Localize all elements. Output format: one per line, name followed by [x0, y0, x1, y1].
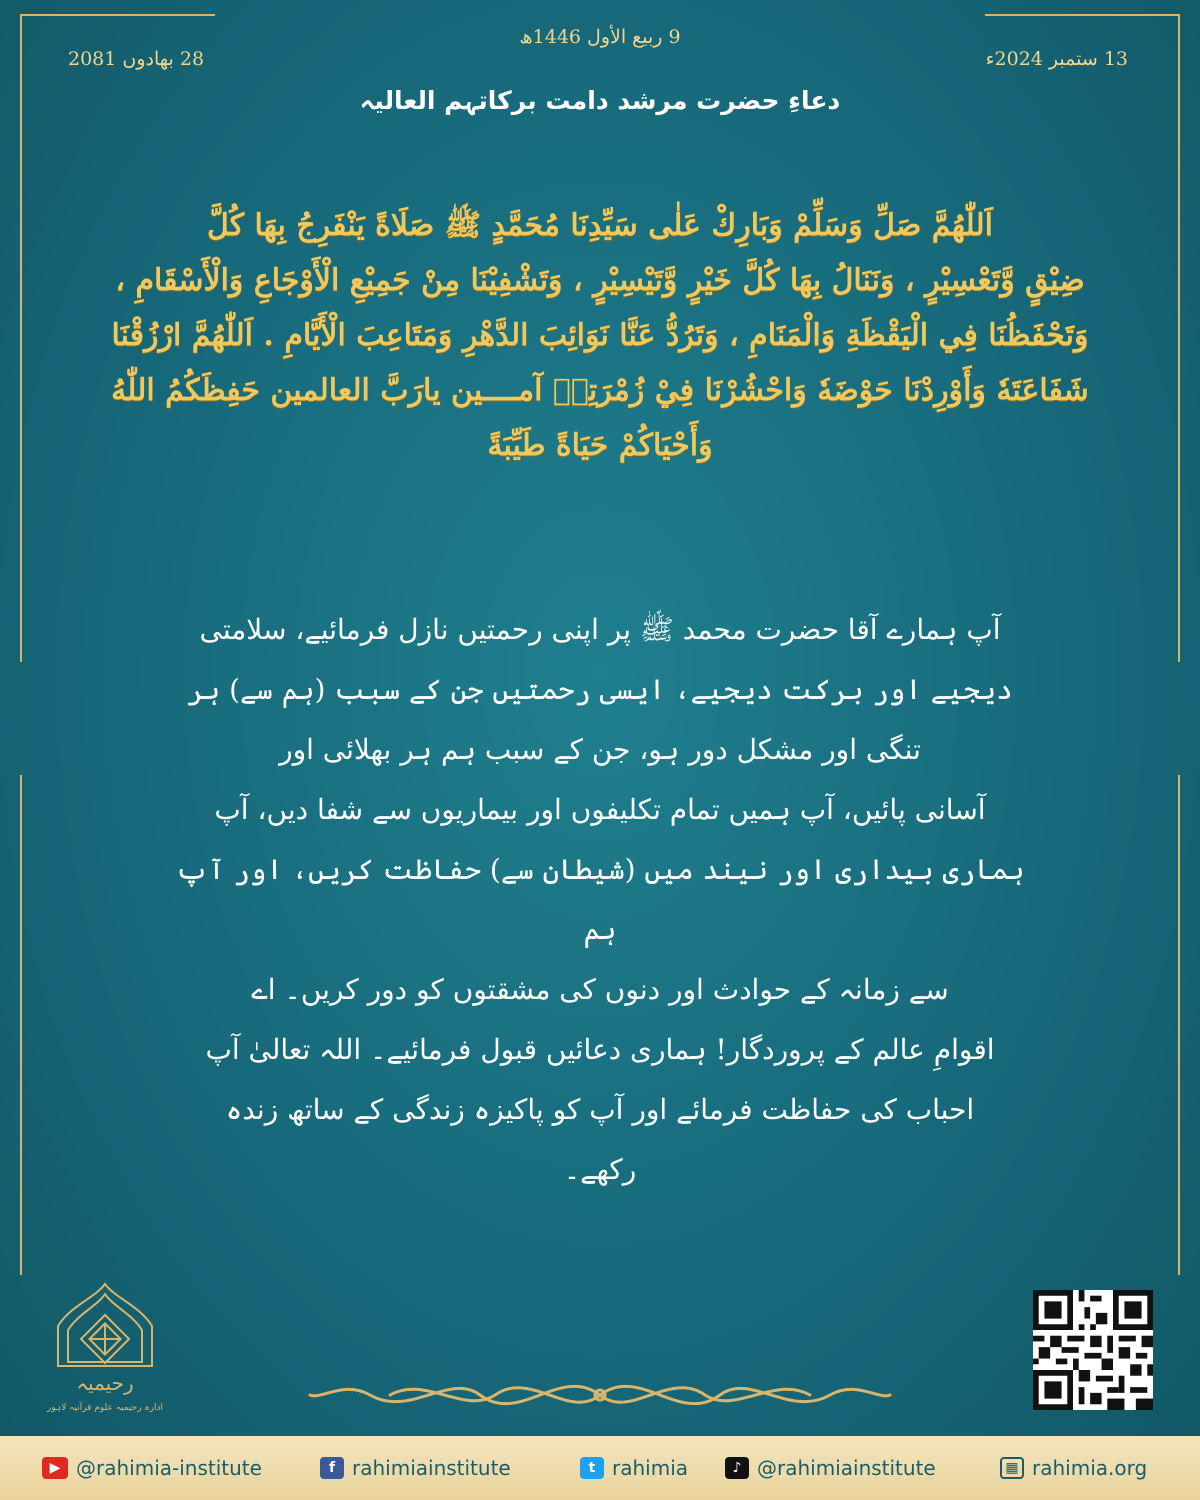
qr-icon: ▦ — [1000, 1457, 1024, 1479]
youtube-icon: ▶ — [42, 1457, 68, 1479]
tiktok-icon: ♪ — [725, 1457, 749, 1479]
arabic-line: شَفَاعَتَهٗ وَأَوْرِدْنَا حَوْضَهٗ وَاحْشُرْنَا فِيْ زُمْرَتِهٖ آمــــين يارَبَّ العالمين حَفِظَكُمُ اللّٰهُ — [111, 373, 1089, 408]
facebook-link[interactable] — [320, 1454, 511, 1482]
youtube-link[interactable] — [42, 1454, 262, 1482]
website-url: rahimia.org — [1032, 1456, 1148, 1480]
qr-code[interactable] — [1033, 1290, 1153, 1410]
frame-top-left-line — [20, 14, 215, 16]
frame-right-lower-line — [1178, 775, 1180, 1275]
arabic-line: وَتَحْفَظُنَا فِي الْيَقْظَةِ وَالْمَنَامِ ، وَتَرُدُّ عَنَّا نَوَائِبَ الدَّهْرِ وَمَتَاعِبَ الْأَيَّامِ . اَللّٰھُمَّ ارْزُقْنَا — [111, 318, 1089, 353]
urdu-line: آسانی پائیں، آپ ہمیں تمام تکلیفوں اور بیماریوں سے شفا دیں، آپ — [214, 793, 986, 826]
arabic-dua — [80, 198, 1120, 473]
logo-subtext: ادارہ رحیمیہ علوم قرآنیہ لاہور — [46, 1403, 164, 1413]
footer-bar — [0, 1436, 1200, 1500]
frame-left-lower-line — [20, 775, 22, 1275]
urdu-translation — [175, 600, 1025, 1200]
frame-top-right-line — [985, 14, 1180, 16]
hijri-date: 9 ربیع الأول 1446ھ — [519, 26, 681, 48]
decorative-ornament — [300, 1370, 900, 1420]
facebook-icon: f — [320, 1457, 344, 1479]
arabic-line: اَللّٰھُمَّ صَلِّ وَسَلِّمْ وَبَارِكْ عَلٰى سَيِّدِنَا مُحَمَّدٍ ﷺ صَلَاةً يَنْفَرِجُ بِهَا كُلَّ — [207, 208, 993, 243]
urdu-line: اقوامِ عالم کے پروردگار! ہماری دعائیں قبول فرمائیے۔ اللہ تعالیٰ آپ — [205, 1033, 995, 1066]
urdu-line: آپ ہمارے آقا حضرت محمد ﷺ پر اپنی رحمتیں نازل فرمائیے، سلامتی — [199, 613, 1001, 646]
facebook-handle: rahimiainstitute — [352, 1456, 511, 1480]
gregorian-date: 13 ستمبر 2024ء — [985, 48, 1128, 70]
urdu-line: رکھے۔ — [563, 1153, 637, 1186]
urdu-line: سے زمانہ کے حوادث اور دنوں کی مشقتوں کو دور کریں۔ اے — [251, 973, 949, 1006]
youtube-handle: @rahimia-institute — [76, 1456, 262, 1480]
website-link[interactable] — [1000, 1454, 1147, 1482]
urdu-line: ہماری بیداری اور نیند میں (شیطان سے) حفاظت کریں، اور آپ ہم — [175, 853, 1025, 946]
page-title: دعاءِ حضرت مرشد دامت برکاتہم العالیہ — [359, 86, 841, 115]
logo-text: رحیمیہ — [76, 1371, 134, 1395]
urdu-line: دیجیے اور برکت دیجیے، ایسی رحمتیں جن کے سبب (ہم سے) ہر — [187, 673, 1013, 706]
twitter-icon: t — [580, 1457, 604, 1479]
twitter-handle: rahimia — [612, 1456, 689, 1480]
bikrami-date: 28 بھادوں 2081 — [68, 48, 205, 70]
twitter-link[interactable] — [580, 1454, 688, 1482]
urdu-line: تنگی اور مشکل دور ہو، جن کے سبب ہم ہر بھلائی اور — [279, 733, 921, 766]
urdu-line: احباب کی حفاظت فرمائے اور آپ کو پاکیزہ زندگی کے ساتھ زندہ — [225, 1093, 975, 1126]
tiktok-link[interactable] — [725, 1454, 936, 1482]
arabic-line: ضِيْقٍ وَّتَعْسِيْرٍ ، وَنَنَالُ بِهَا كُلَّ خَيْرٍ وَّتَيْسِيْرٍ ، وَتَشْفِيْنَا مِنْ جَمِيْعِ الْأَوْجَاعِ وَالْأَسْقَامِ ، — [115, 263, 1085, 298]
tiktok-handle: @rahimiainstitute — [757, 1456, 936, 1480]
rahimia-logo — [40, 1278, 170, 1418]
arabic-line: وَأَحْيَاكُمْ حَيَاةً طَيِّبَةً — [487, 428, 713, 463]
